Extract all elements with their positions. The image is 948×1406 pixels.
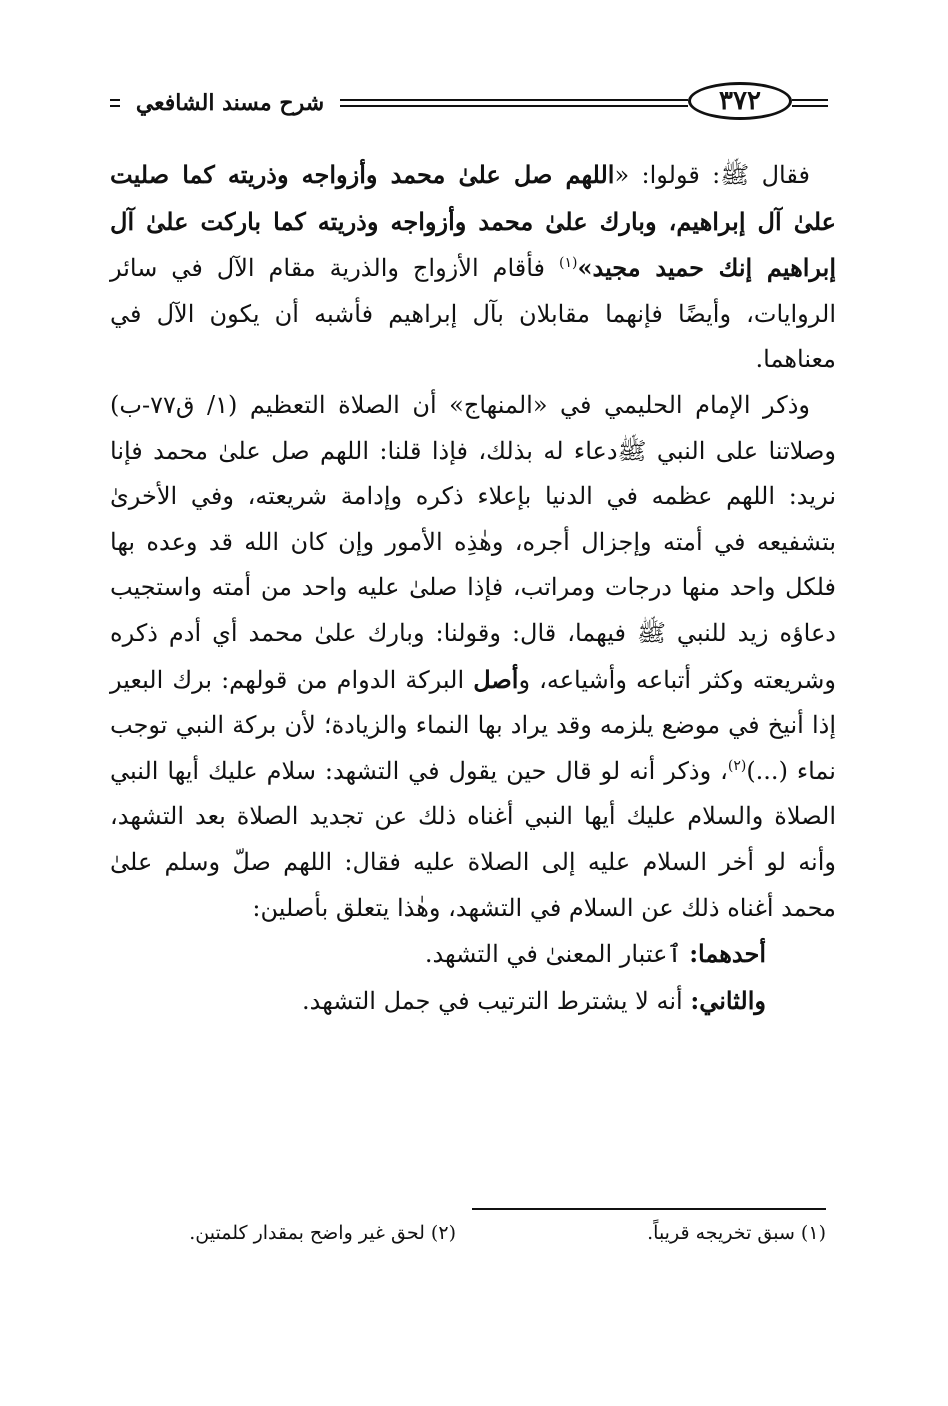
item-1-text: ٱعتبار المعنىٰ في التشهد. <box>424 940 690 969</box>
p2-part3: ، وذكر أنه لو قال حين يقول في التشهد: سلام عليك أيها النبي الصلاة والسلام عليك أيها النبي أغناه ذلك عن تجديد الصلاة بعد التشهد، وأنه لو أخر السلام عليه إلى الصلاة عليه فقال: اللهم صلّ وسلم علىٰ محمد أغناه ذلك عن السلام في التشهد، وهٰذا يتعلق بأصلين: <box>110 756 836 922</box>
header-rule-right-bottom <box>792 105 828 107</box>
item-2-text: أنه لا يشترط الترتيب في جمل التشهد. <box>302 986 691 1015</box>
p1-quote-close: » <box>577 253 593 283</box>
footnote-separator <box>472 1208 826 1210</box>
header-rule-middle-bottom <box>340 105 688 107</box>
footnote-2: (٢) لحق غير واضح بمقدار كلمتين. <box>189 1222 456 1244</box>
p1-quote: اللهم صل علىٰ محمد وأزواجه وذريته كما صليت علىٰ آل إبراهيم، وبارك علىٰ محمد وأزواجه وذريته كما باركت علىٰ آل إبراهيم إنك حميد مجيد <box>110 160 836 283</box>
p2-bold-word: أصل <box>473 664 519 694</box>
header-rule-left-bottom <box>110 105 120 107</box>
list-item-1 <box>110 931 836 978</box>
page-header <box>110 80 828 124</box>
p2-part2: البركة الدوام من قولهم: برك البعير إذا أنيخ في موضع يلزمه وقد يراد بها النماء والزيادة؛ لأن بركة النبي توجب نماء (...) <box>110 665 836 785</box>
paragraph-1 <box>110 152 836 383</box>
header-rule-middle-top <box>340 99 688 101</box>
item-1-label: أحدهما: <box>689 939 766 969</box>
main-text <box>110 152 836 1024</box>
p2-part1: وذكر الإمام الحليمي في «المنهاج» أن الصلاة التعظيم (١/ ق٧٧-ب) وصلاتنا على النبي ﷺدعاء له بذلك، فإذا قلنا: اللهم صل علىٰ محمد فإنا نريد: اللهم عظمه في الدنيا بإعلاء ذكره وإدامة شريعته، وفي الأخرىٰ بتشفيعه في أمته وإجزال أجره، وهٰذِه الأمور وإن كان الله قد وعده بها فلكل واحد منها درجات ومراتب، فإذا صلىٰ عليه واحد من أمته واستجيب دعاؤه زيد للنبي ﷺ فيهما، قال: وقولنا: وبارك علىٰ محمد أي أدم ذكره وشريعته وكثر أتباعه وأشياعه، و <box>110 390 836 694</box>
p1-intro: فقال ﷺ: قولوا: « <box>614 161 810 189</box>
book-title: شرح مسند الشافعي <box>120 90 340 116</box>
paragraph-2 <box>110 383 836 931</box>
footnote-1: (١) سبق تخريجه قريباً. <box>647 1222 826 1244</box>
header-rule-left-top <box>110 99 120 101</box>
list-item-2 <box>110 978 836 1025</box>
footnote-ref-2[interactable]: (٢) <box>727 757 747 774</box>
header-rule-right-top <box>792 99 828 101</box>
footnote-ref-1[interactable]: (١) <box>559 255 578 272</box>
p1-rest: فأقام الأزواج والذرية مقام الآل في سائر الروايات، وأيضًا فإنهما مقابلان بآل إبراهيم فأشبه أن يكون الآل في معناهما. <box>110 254 836 374</box>
footnotes <box>110 1222 826 1254</box>
item-2-label: والثاني: <box>690 985 766 1015</box>
page-number: ٣٧٢ <box>688 82 792 120</box>
